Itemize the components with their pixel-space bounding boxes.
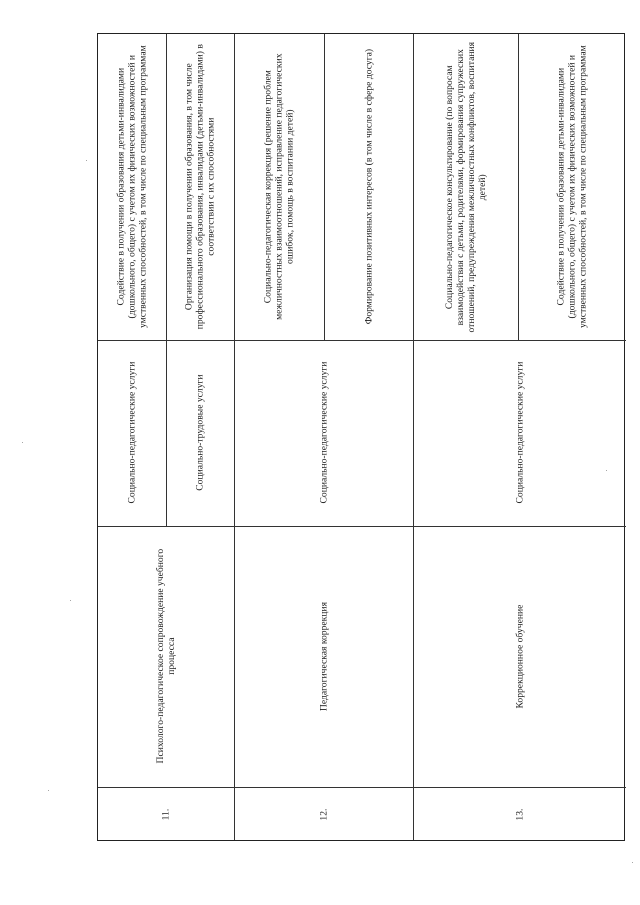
row11-service-type-1: Социально-педагогические услуги <box>126 362 138 504</box>
scan-speck <box>632 862 633 863</box>
row11-description-1-cell <box>98 34 166 340</box>
row12-description-2-cell <box>324 34 413 340</box>
row11-description-1: Содействие в получении образования детьми-инвалидами (дошкольного, общего) с учетом их физических возможностей и умственных способностей, в том числе по специальным программам <box>115 45 149 329</box>
row11-section-cell <box>98 526 234 787</box>
row12-section: Педагогическая коррекция <box>317 601 329 712</box>
row13-section-cell <box>413 526 626 787</box>
row13-description-1-cell <box>413 34 518 340</box>
row11-service-type-2: Социально-трудовые услуги <box>194 374 206 492</box>
row12-number-cell <box>234 787 413 842</box>
row13-number-cell <box>413 787 626 842</box>
row13-service-type-cell <box>413 340 626 526</box>
row13-description-2-cell <box>518 34 626 340</box>
row12-description-1: Социально-педагогическая коррекция (решение проблем межличностных взаимоотношений, исправление педагогических ошибок, помощь в воспитании детей) <box>262 53 296 321</box>
row13-description-1: Социально-педагогическое консультирование (по вопросам взаимодействия с детьми, родителями, формирования супружеских отношений, предупреждения межличностных конфликтов, воспитания детей) <box>443 41 488 333</box>
scan-speck <box>48 790 49 791</box>
row13-service-type: Социально-педагогические услуги <box>513 362 525 504</box>
scan-speck <box>70 600 71 601</box>
row11-number-cell <box>98 787 234 842</box>
row13-number: 13. <box>513 808 525 821</box>
scan-speck <box>22 442 23 443</box>
row13-section: Коррекционное обучение <box>513 604 525 709</box>
row12-service-type-cell <box>234 340 413 526</box>
row13-description-2: Содействие в получении образования детьми-инвалидами (дошкольного, общего) с учетом их физических возможностей и умственных способностей, в том числе по специальным программам <box>555 45 589 329</box>
row12-service-type: Социально-педагогические услуги <box>317 362 329 504</box>
row11-service-type-1-cell <box>98 340 166 526</box>
row12-description-1-cell <box>234 34 324 340</box>
row12-description-2: Формирование позитивных интересов (в том числе в сфере досуга) <box>362 49 374 325</box>
scan-speck <box>86 160 87 161</box>
row11-description-2: Организация помощи в получении образования, в том числе профессионального образования, инвалидами (детьми-инвалидами) в соответствии с их способностями <box>183 44 217 330</box>
row11-service-type-2-cell <box>166 340 234 526</box>
row11-description-2-cell <box>166 34 234 340</box>
row12-number: 12. <box>317 808 329 821</box>
row11-number: 11. <box>160 808 172 821</box>
scan-speck <box>606 470 607 471</box>
services-table <box>97 33 625 841</box>
row11-section: Психолого-педагогическое сопровождение учебного процесса <box>154 549 177 764</box>
row12-section-cell <box>234 526 413 787</box>
